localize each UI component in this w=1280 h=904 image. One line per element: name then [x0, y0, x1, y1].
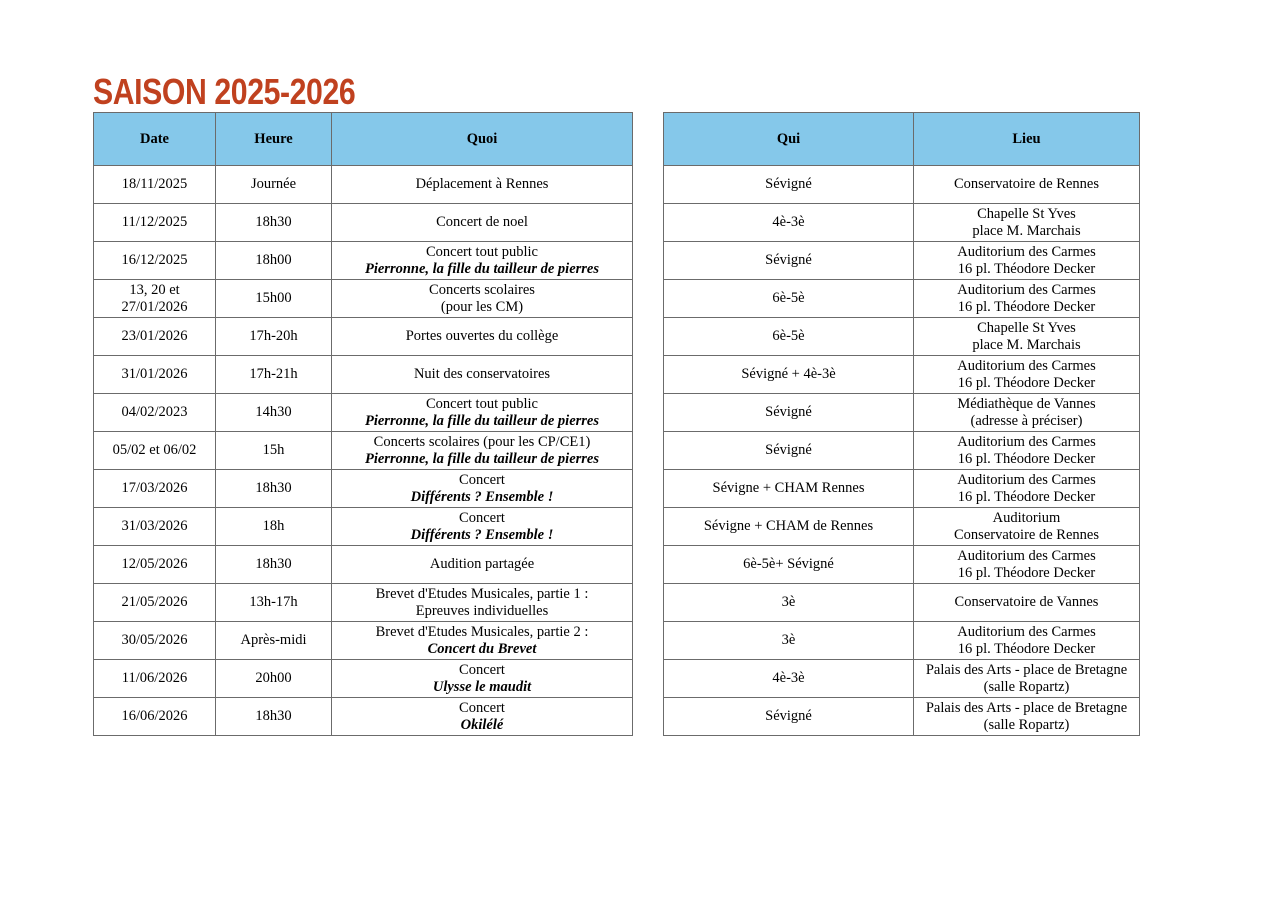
cell-qui: Sévigné: [664, 394, 914, 432]
lieu-line: Médiathèque de Vannes: [957, 395, 1096, 412]
quoi-line: Concerts scolaires (pour les CP/CE1): [373, 433, 591, 450]
lieu-line: Conservatoire de Vannes: [954, 594, 1099, 610]
cell-heure: 18h30: [216, 546, 332, 584]
work-title: Différents ? Ensemble !: [410, 526, 554, 543]
cell-date: 17/03/2026: [94, 470, 216, 508]
lieu-line: Chapelle St Yves: [977, 205, 1076, 222]
cell-lieu: [914, 508, 1140, 546]
table-row: [94, 508, 633, 546]
work-title: Ulysse le maudit: [432, 678, 532, 695]
cell-quoi: [332, 508, 633, 546]
lieu-line: Conservatoire de Rennes: [954, 176, 1099, 192]
table-row: [664, 432, 1140, 470]
cell-quoi: [332, 622, 633, 660]
table-row: [94, 660, 633, 698]
lieu-line: Auditorium: [992, 509, 1061, 526]
table-row: [664, 584, 1140, 622]
cell-qui: 4è-3è: [664, 204, 914, 242]
table-row: [94, 622, 633, 660]
cell-quoi: [332, 584, 633, 622]
cell-qui: Sévigne + CHAM de Rennes: [664, 508, 914, 546]
table-row: [664, 508, 1140, 546]
cell-lieu: [914, 546, 1140, 584]
cell-heure: 18h30: [216, 698, 332, 736]
table-row: [94, 318, 633, 356]
table-header-row: [94, 113, 633, 166]
quoi-line-2: (pour les CM): [440, 298, 524, 315]
cell-date: 11/12/2025: [94, 204, 216, 242]
cell-quoi: [332, 394, 633, 432]
lieu-line-2: 16 pl. Théodore Decker: [957, 298, 1096, 315]
cell-quoi: [332, 204, 633, 242]
cell-date: 05/02 et 06/02: [94, 432, 216, 470]
lieu-line: Auditorium des Carmes: [957, 357, 1096, 374]
cell-heure: 17h-20h: [216, 318, 332, 356]
lieu-line-2: 16 pl. Théodore Decker: [957, 564, 1096, 581]
lieu-line-2: (salle Ropartz): [983, 716, 1070, 733]
cell-date: 16/06/2026: [94, 698, 216, 736]
header-heure: Heure: [216, 113, 332, 166]
lieu-line-2: Conservatoire de Rennes: [954, 526, 1099, 543]
cell-heure: Journée: [216, 166, 332, 204]
table-row: [94, 470, 633, 508]
table-row: [664, 660, 1140, 698]
quoi-line: Déplacement à Rennes: [415, 176, 549, 192]
cell-date: 16/12/2025: [94, 242, 216, 280]
header-quoi: Quoi: [332, 113, 633, 166]
cell-qui: Sévigné: [664, 698, 914, 736]
cell-heure: 20h00: [216, 660, 332, 698]
lieu-line-2: place M. Marchais: [972, 336, 1081, 353]
table-row: [664, 470, 1140, 508]
quoi-line: Portes ouvertes du collège: [405, 328, 559, 344]
cell-date: 21/05/2026: [94, 584, 216, 622]
lieu-line: Auditorium des Carmes: [957, 547, 1096, 564]
lieu-line-2: 16 pl. Théodore Decker: [957, 374, 1096, 391]
table-row: [664, 318, 1140, 356]
right-table-body: [664, 166, 1140, 736]
lieu-line: Palais des Arts - place de Bretagne: [925, 699, 1128, 716]
cell-qui: Sévigné + 4è-3è: [664, 356, 914, 394]
cell-qui: Sévigne + CHAM Rennes: [664, 470, 914, 508]
cell-qui: Sévigné: [664, 242, 914, 280]
table-row: [664, 166, 1140, 204]
page-title: SAISON 2025-2026: [93, 71, 356, 112]
lieu-line-2: 16 pl. Théodore Decker: [957, 488, 1096, 505]
work-title: Concert du Brevet: [427, 640, 537, 657]
table-row: [664, 280, 1140, 318]
cell-qui: Sévigné: [664, 432, 914, 470]
lieu-line: Auditorium des Carmes: [957, 243, 1096, 260]
cell-heure: 14h30: [216, 394, 332, 432]
table-row: [94, 242, 633, 280]
lieu-line: Palais des Arts - place de Bretagne: [925, 661, 1128, 678]
lieu-line: Auditorium des Carmes: [957, 623, 1096, 640]
table-row: [94, 394, 633, 432]
cell-heure: 18h00: [216, 242, 332, 280]
cell-lieu: [914, 242, 1140, 280]
cell-lieu: [914, 280, 1140, 318]
cell-heure: 18h: [216, 508, 332, 546]
header-date: Date: [94, 113, 216, 166]
lieu-line: Chapelle St Yves: [977, 319, 1076, 336]
quoi-line: Concert: [459, 471, 505, 488]
cell-quoi: [332, 166, 633, 204]
quoi-line: Concert: [459, 661, 505, 678]
lieu-line-2: (adresse à préciser): [970, 412, 1083, 429]
table-row: [664, 394, 1140, 432]
cell-quoi: [332, 432, 633, 470]
schedule-table-right: [663, 112, 1140, 736]
quoi-line-2: Epreuves individuelles: [415, 602, 549, 619]
table-row: [664, 622, 1140, 660]
cell-lieu: [914, 166, 1140, 204]
cell-lieu: [914, 470, 1140, 508]
cell-qui: Sévigné: [664, 166, 914, 204]
cell-qui: 6è-5è: [664, 318, 914, 356]
lieu-line-2: 16 pl. Théodore Decker: [957, 450, 1096, 467]
table-header-row: [664, 113, 1140, 166]
lieu-line-2: (salle Ropartz): [983, 678, 1070, 695]
cell-lieu: [914, 318, 1140, 356]
cell-heure: Après-midi: [216, 622, 332, 660]
cell-lieu: [914, 356, 1140, 394]
table-row: [94, 432, 633, 470]
table-row: [664, 546, 1140, 584]
cell-date: 30/05/2026: [94, 622, 216, 660]
cell-date: 31/03/2026: [94, 508, 216, 546]
cell-date: 23/01/2026: [94, 318, 216, 356]
cell-date: 11/06/2026: [94, 660, 216, 698]
cell-heure: 18h30: [216, 470, 332, 508]
table-row: [664, 204, 1140, 242]
table-row: [94, 356, 633, 394]
lieu-line: Auditorium des Carmes: [957, 433, 1096, 450]
lieu-line-2: 16 pl. Théodore Decker: [957, 260, 1096, 277]
work-title: Pierronne, la fille du tailleur de pierres: [364, 260, 599, 277]
cell-qui: 6è-5è: [664, 280, 914, 318]
lieu-line: Auditorium des Carmes: [957, 471, 1096, 488]
cell-heure: 15h: [216, 432, 332, 470]
quoi-line: Concert tout public: [426, 243, 538, 260]
cell-date: 31/01/2026: [94, 356, 216, 394]
cell-qui: 3è: [664, 622, 914, 660]
cell-quoi: [332, 660, 633, 698]
cell-heure: 15h00: [216, 280, 332, 318]
table-row: [94, 584, 633, 622]
work-title: Okilélé: [460, 716, 504, 733]
work-title: Pierronne, la fille du tailleur de pierres: [364, 450, 599, 467]
table-row: [94, 204, 633, 242]
cell-quoi: [332, 280, 633, 318]
quoi-line: Audition partagée: [429, 556, 535, 572]
cell-date: 13, 20 et 27/01/2026: [94, 280, 216, 318]
table-row: [664, 242, 1140, 280]
cell-quoi: [332, 318, 633, 356]
quoi-line: Brevet d'Etudes Musicales, partie 2 :: [375, 623, 589, 640]
schedule-table-left: [93, 112, 633, 736]
cell-heure: 13h-17h: [216, 584, 332, 622]
table-row: [664, 698, 1140, 736]
cell-quoi: [332, 356, 633, 394]
table-row: [94, 546, 633, 584]
cell-qui: 3è: [664, 584, 914, 622]
cell-quoi: [332, 470, 633, 508]
cell-quoi: [332, 546, 633, 584]
header-qui: Qui: [664, 113, 914, 166]
quoi-line: Concert tout public: [426, 395, 538, 412]
cell-date: 12/05/2026: [94, 546, 216, 584]
cell-lieu: [914, 698, 1140, 736]
quoi-line: Concert: [459, 699, 505, 716]
cell-lieu: [914, 394, 1140, 432]
quoi-line: Nuit des conservatoires: [413, 366, 551, 382]
table-row: [94, 698, 633, 736]
table-row: [94, 166, 633, 204]
cell-date: 04/02/2023: [94, 394, 216, 432]
cell-lieu: [914, 584, 1140, 622]
cell-lieu: [914, 432, 1140, 470]
cell-lieu: [914, 622, 1140, 660]
lieu-line: Auditorium des Carmes: [957, 281, 1096, 298]
cell-quoi: [332, 242, 633, 280]
table-row: [94, 280, 633, 318]
header-lieu: Lieu: [914, 113, 1140, 166]
lieu-line-2: 16 pl. Théodore Decker: [957, 640, 1096, 657]
work-title: Pierronne, la fille du tailleur de pierres: [364, 412, 599, 429]
left-table-body: [94, 166, 633, 736]
cell-heure: 18h30: [216, 204, 332, 242]
work-title: Différents ? Ensemble !: [410, 488, 554, 505]
cell-lieu: [914, 660, 1140, 698]
cell-heure: 17h-21h: [216, 356, 332, 394]
quoi-line: Concerts scolaires: [429, 281, 535, 298]
cell-lieu: [914, 204, 1140, 242]
cell-quoi: [332, 698, 633, 736]
lieu-line-2: place M. Marchais: [972, 222, 1081, 239]
quoi-line: Concert de noel: [436, 214, 528, 230]
quoi-line: Brevet d'Etudes Musicales, partie 1 :: [375, 585, 589, 602]
cell-qui: 6è-5è+ Sévigné: [664, 546, 914, 584]
cell-date: 18/11/2025: [94, 166, 216, 204]
table-row: [664, 356, 1140, 394]
cell-qui: 4è-3è: [664, 660, 914, 698]
quoi-line: Concert: [459, 509, 505, 526]
